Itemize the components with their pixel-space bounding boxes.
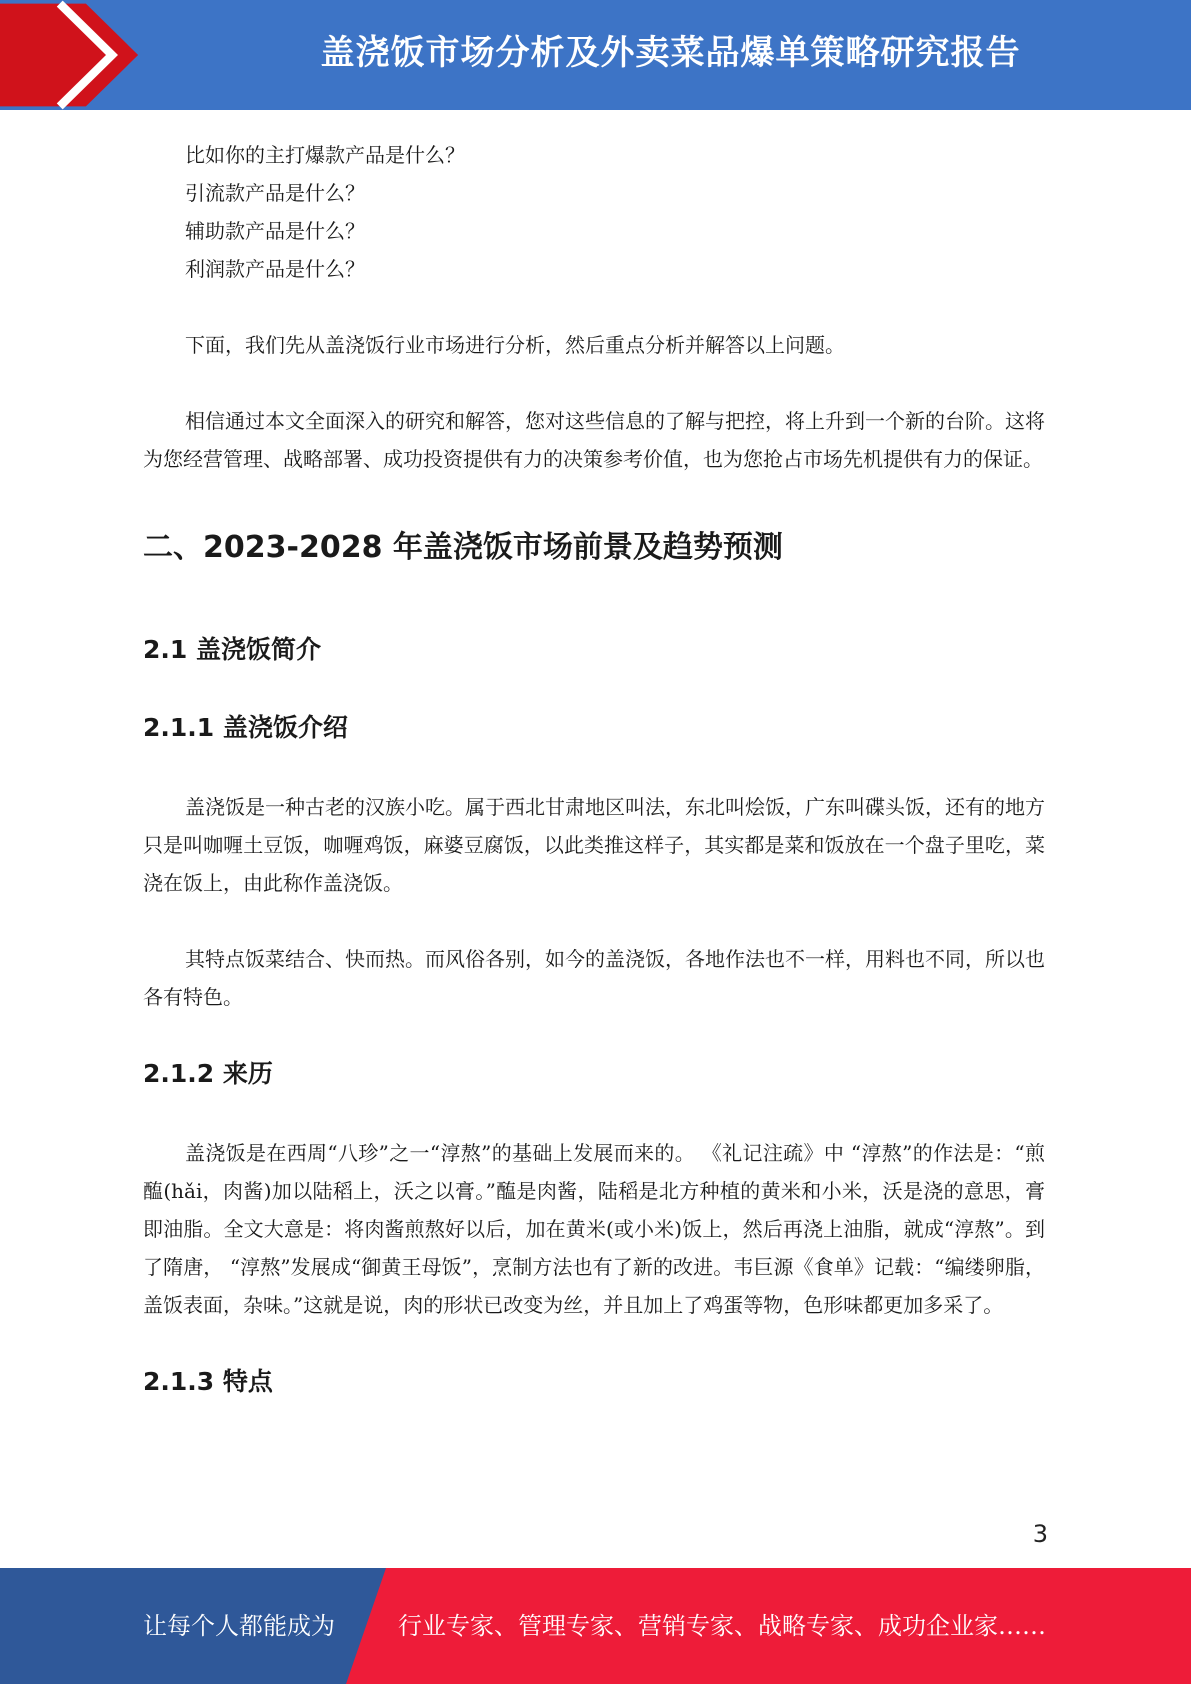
question-item: 辅助款产品是什么？ (185, 219, 365, 243)
header-red-chevron (0, 0, 140, 110)
report-title: 盖浇饭市场分析及外卖菜品爆单策略研究报告 (320, 33, 1021, 73)
section-heading: 二、2023-2028 年盖浇饭市场前景及趋势预测 (143, 530, 783, 565)
body-paragraph: 其特点饭菜结合、快而热。而风俗各别，如今的盖浇饭，各地作法也不一样，用料也不同，所以也各有特色。 (143, 947, 1045, 1009)
subsection-heading: 2.1 盖浇饭简介 (143, 635, 321, 664)
question-list (143, 136, 1045, 288)
intro-paragraph: 相信通过本文全面深入的研究和解答，您对这些信息的了解与把控，将上升到一个新的台阶。这将为您经营管理、战略部署、成功投资提供有力的决策参考价值，也为您抢占市场先机提供有力的保证。 (143, 409, 1045, 471)
subsection-heading: 2.1.1 盖浇饭介绍 (143, 713, 348, 742)
spacer (143, 1016, 1045, 1056)
header-banner (0, 0, 1191, 110)
page-number: 3 (1032, 1520, 1048, 1548)
footer-slogan-left: 让每个人都能成为 (143, 1612, 335, 1640)
footer-banner (0, 1568, 1191, 1684)
intro-paragraph: 下面，我们先从盖浇饭行业市场进行分析，然后重点分析并解答以上问题。 (185, 333, 845, 357)
spacer (143, 288, 1045, 326)
body-paragraph: 盖浇饭是在西周“八珍”之一“淳熬”的基础上发展而来的。 《礼记注疏》中 “淳熬”的作法是：“煎醢(hǎi，肉酱)加以陆稻上，沃之以膏。”醢是肉酱，陆稻是北方种植的黄米和小米，沃是浇的意思，膏即油脂。全文大意是：将肉酱煎熬好以后，加在黄米(或小米)饭上，然后再浇上油脂，就成“淳熬”。到了隋唐， “淳熬”发展成“御黄王母饭”，烹制方法也有了新的改进。韦巨源《食单》记载：“编缕卵脂，盖饭表面，杂味。”这就是说，肉的形状已改变为丝，并且加上了鸡蛋等物，色形味都更加多采了。 (143, 1141, 1045, 1317)
spacer (143, 478, 1045, 528)
spacer (143, 668, 1045, 710)
spacer (143, 746, 1045, 788)
question-item: 比如你的主打爆款产品是什么？ (185, 143, 465, 167)
body-paragraph: 盖浇饭是一种古老的汉族小吃。属于西北甘肃地区叫法，东北叫烩饭，广东叫碟头饭，还有的地方只是叫咖喱土豆饭，咖喱鸡饭，麻婆豆腐饭，以此类推这样子，其实都是菜和饭放在一个盘子里吃，菜浇在饭上，由此称作盖浇饭。 (143, 795, 1045, 895)
subsection-heading: 2.1.3 特点 (143, 1367, 273, 1396)
question-item: 利润款产品是什么？ (185, 257, 365, 281)
document-body (143, 136, 1045, 1400)
spacer (143, 1324, 1045, 1364)
footer-slogan-right: 行业专家、管理专家、营销专家、战略专家、成功企业家…… (398, 1612, 1046, 1640)
spacer (143, 568, 1045, 632)
spacer (143, 902, 1045, 940)
subsection-heading: 2.1.2 来历 (143, 1059, 273, 1088)
spacer (143, 364, 1045, 402)
spacer (143, 1092, 1045, 1134)
question-item: 引流款产品是什么？ (185, 181, 365, 205)
